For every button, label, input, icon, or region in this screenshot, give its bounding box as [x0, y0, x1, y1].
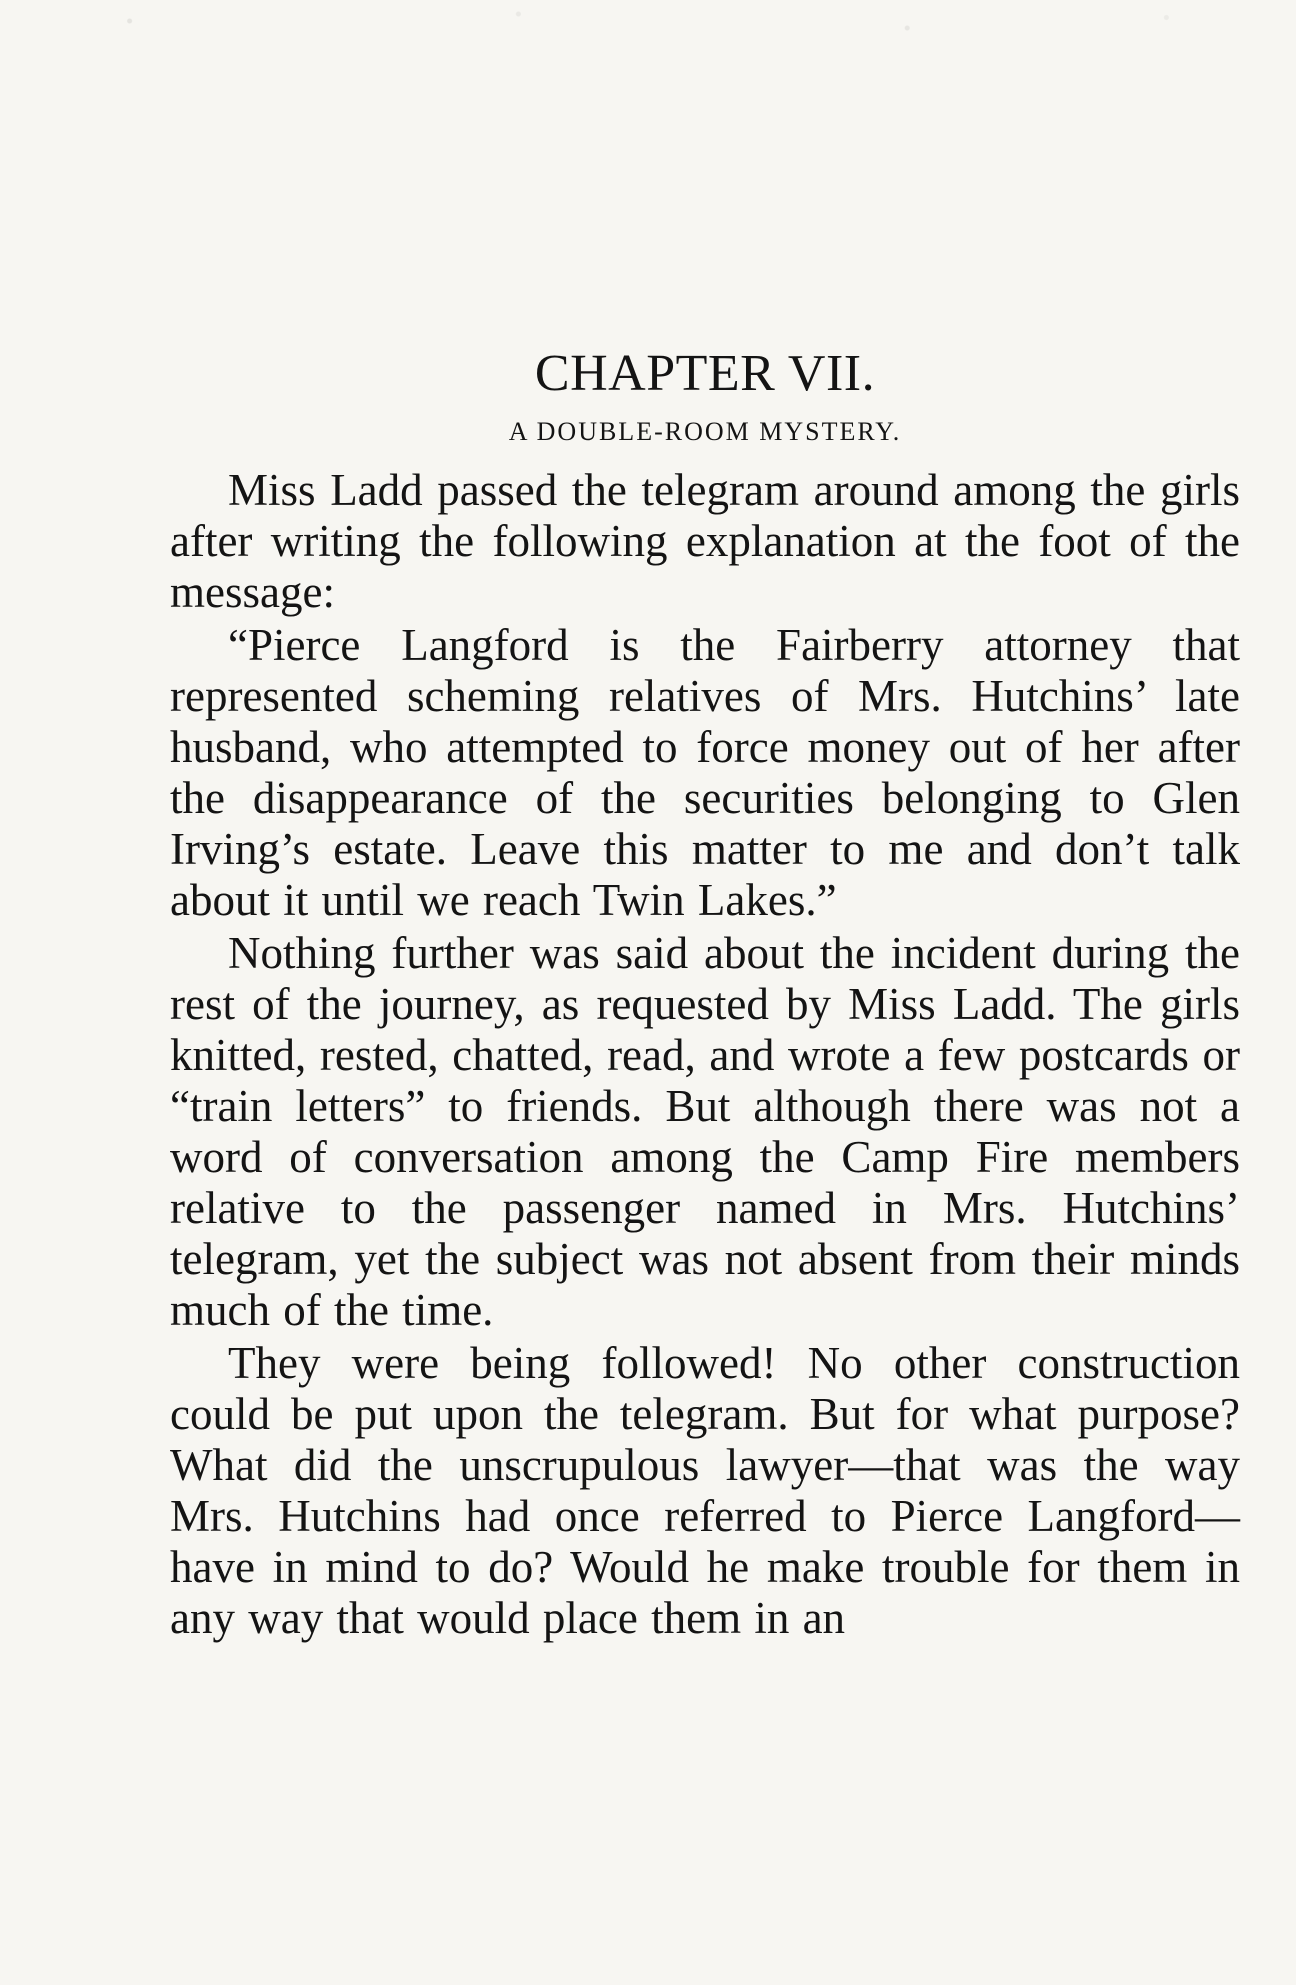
scan-noise	[0, 0, 1296, 70]
paragraph-1: Miss Ladd passed the telegram around among the girls after writing the following explanation at the foot of the message:	[170, 465, 1240, 618]
book-page	[170, 345, 1240, 1644]
paragraph-3: Nothing further was said about the incident during the rest of the journey, as requested by Miss Ladd. The girls knitted, rested, chatted, read, and wrote a few postcards or “train letters” to friends. But although there was not a word of conversation among the Camp Fire members relative to the passenger named in Mrs. Hutchins’ telegram, yet the subject was not absent from their minds much of the time.	[170, 928, 1240, 1336]
paragraph-4: They were being followed! No other construction could be put upon the telegram. But for what purpose? What did the unscrupulous lawyer—that was the way Mrs. Hutchins had once referred to Pierce Langford—have in mind to do? Would he make trouble for them in any way that would place them in an	[170, 1338, 1240, 1644]
chapter-subtitle: A DOUBLE-ROOM MYSTERY.	[508, 417, 902, 447]
chapter-title: CHAPTER VII.	[534, 345, 876, 402]
paragraph-2: “Pierce Langford is the Fairberry attorney that represented scheming relatives of Mrs. Hutchins’ late husband, who attempted to force money out of her after the disappearance of the securities belonging to Glen Irving’s estate. Leave this matter to me and don’t talk about it until we reach Twin Lakes.”	[170, 620, 1240, 926]
